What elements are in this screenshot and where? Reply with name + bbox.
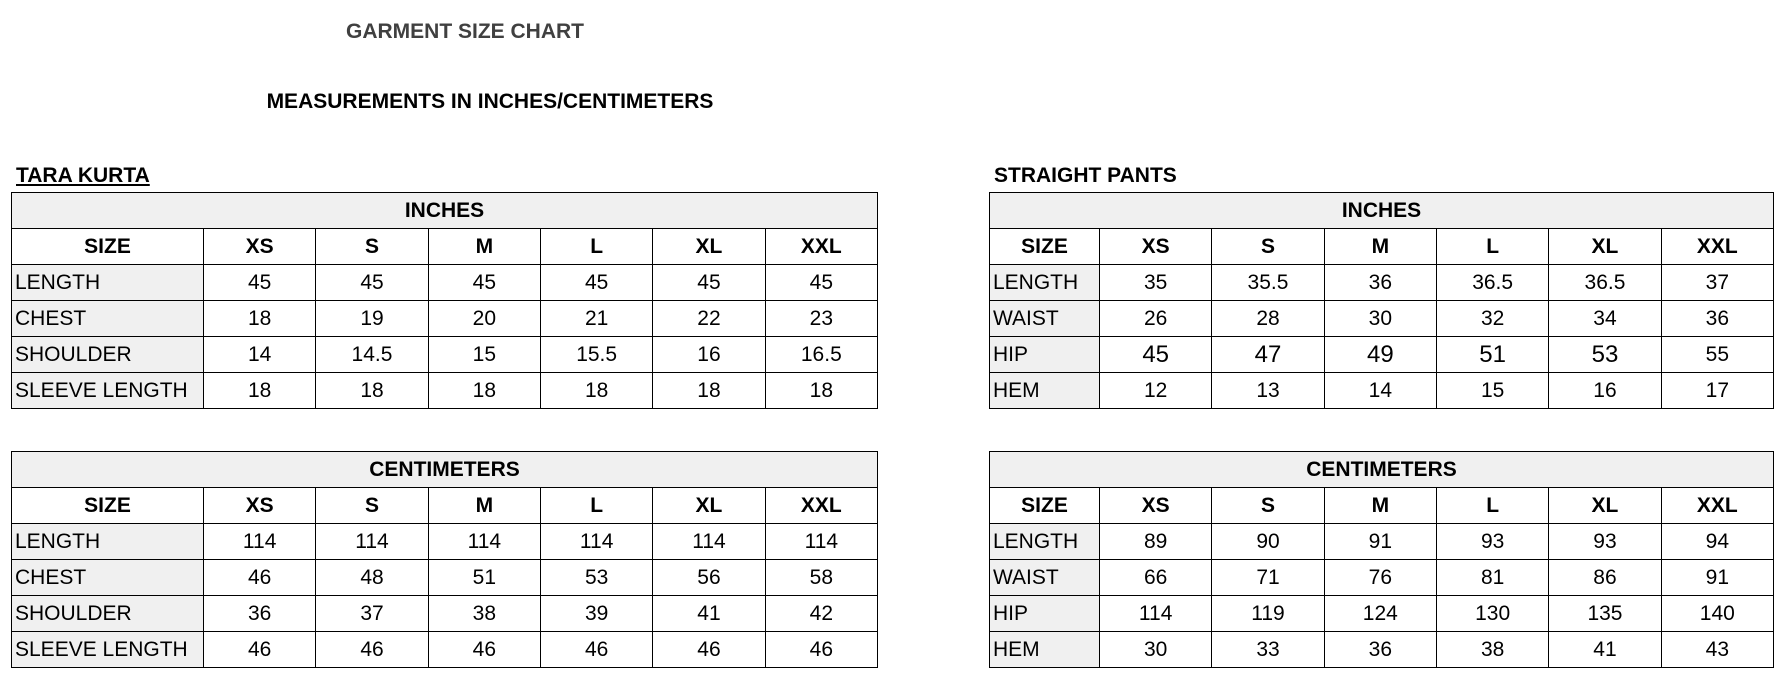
size-m-header: M bbox=[428, 488, 540, 524]
table-cell: 14 bbox=[1324, 373, 1436, 409]
row-label: LENGTH bbox=[990, 265, 1100, 301]
row-label: CHEST bbox=[12, 301, 204, 337]
size-s-header: S bbox=[316, 488, 428, 524]
table-cell: 17 bbox=[1661, 373, 1773, 409]
table-row bbox=[12, 560, 878, 596]
table-cell: 114 bbox=[1100, 596, 1212, 632]
table-row bbox=[990, 524, 1774, 560]
table-cell: 38 bbox=[428, 596, 540, 632]
table-cell: 20 bbox=[428, 301, 540, 337]
table-cell: 45 bbox=[316, 265, 428, 301]
table-row bbox=[12, 632, 878, 668]
table-cell: 41 bbox=[1549, 632, 1661, 668]
table-cell: 30 bbox=[1324, 301, 1436, 337]
size-xxl-header: XXL bbox=[765, 488, 877, 524]
table-cell: 46 bbox=[204, 560, 316, 596]
unit-header-row bbox=[12, 452, 878, 488]
size-xs-header: XS bbox=[204, 229, 316, 265]
kurta-section-title: TARA KURTA bbox=[16, 164, 150, 187]
row-label: HEM bbox=[990, 373, 1100, 409]
size-column-header: SIZE bbox=[990, 488, 1100, 524]
table-row bbox=[990, 301, 1774, 337]
size-xl-header: XL bbox=[1549, 488, 1661, 524]
table-cell: 114 bbox=[204, 524, 316, 560]
table-cell: 58 bbox=[765, 560, 877, 596]
table-cell: 39 bbox=[540, 596, 652, 632]
table-cell: 16 bbox=[1549, 373, 1661, 409]
table-cell: 15 bbox=[428, 337, 540, 373]
table-cell: 14 bbox=[204, 337, 316, 373]
table-row bbox=[12, 265, 878, 301]
table-row bbox=[12, 373, 878, 409]
table-cell: 46 bbox=[428, 632, 540, 668]
size-header-row bbox=[12, 229, 878, 265]
table-cell: 49 bbox=[1324, 337, 1436, 373]
row-label: WAIST bbox=[990, 301, 1100, 337]
row-label: SHOULDER bbox=[12, 596, 204, 632]
table-cell: 21 bbox=[540, 301, 652, 337]
table-cell: 119 bbox=[1212, 596, 1324, 632]
table-cell: 89 bbox=[1100, 524, 1212, 560]
unit-label: INCHES bbox=[990, 193, 1774, 229]
table-cell: 43 bbox=[1661, 632, 1773, 668]
table-cell: 19 bbox=[316, 301, 428, 337]
table-row bbox=[990, 337, 1774, 373]
unit-label: INCHES bbox=[12, 193, 878, 229]
table-cell: 46 bbox=[540, 632, 652, 668]
table-row bbox=[12, 301, 878, 337]
size-header-row bbox=[12, 488, 878, 524]
row-label: CHEST bbox=[12, 560, 204, 596]
size-l-header: L bbox=[540, 229, 652, 265]
table-row bbox=[12, 596, 878, 632]
pants-centimeters-table bbox=[989, 451, 1774, 668]
table-cell: 45 bbox=[204, 265, 316, 301]
table-cell: 34 bbox=[1549, 301, 1661, 337]
table-cell: 56 bbox=[653, 560, 765, 596]
table-cell: 16.5 bbox=[765, 337, 877, 373]
size-m-header: M bbox=[1324, 488, 1436, 524]
unit-label: CENTIMETERS bbox=[990, 452, 1774, 488]
kurta-inches-table bbox=[11, 192, 878, 409]
row-label: SHOULDER bbox=[12, 337, 204, 373]
row-label: LENGTH bbox=[990, 524, 1100, 560]
table-row bbox=[990, 265, 1774, 301]
table-cell: 46 bbox=[653, 632, 765, 668]
table-cell: 51 bbox=[428, 560, 540, 596]
table-cell: 86 bbox=[1549, 560, 1661, 596]
table-cell: 53 bbox=[1549, 337, 1661, 373]
table-cell: 22 bbox=[653, 301, 765, 337]
row-label: HIP bbox=[990, 337, 1100, 373]
table-cell: 12 bbox=[1100, 373, 1212, 409]
size-s-header: S bbox=[316, 229, 428, 265]
table-cell: 114 bbox=[765, 524, 877, 560]
row-label: HEM bbox=[990, 632, 1100, 668]
table-row bbox=[990, 632, 1774, 668]
table-row bbox=[990, 596, 1774, 632]
table-cell: 48 bbox=[316, 560, 428, 596]
row-label: SLEEVE LENGTH bbox=[12, 632, 204, 668]
table-cell: 93 bbox=[1549, 524, 1661, 560]
table-cell: 42 bbox=[765, 596, 877, 632]
table-cell: 135 bbox=[1549, 596, 1661, 632]
table-cell: 66 bbox=[1100, 560, 1212, 596]
table-cell: 18 bbox=[765, 373, 877, 409]
size-xs-header: XS bbox=[1100, 488, 1212, 524]
table-cell: 18 bbox=[428, 373, 540, 409]
size-xl-header: XL bbox=[1549, 229, 1661, 265]
size-l-header: L bbox=[1436, 229, 1548, 265]
pants-section-title: STRAIGHT PANTS bbox=[994, 164, 1177, 187]
table-cell: 30 bbox=[1100, 632, 1212, 668]
table-cell: 36 bbox=[1661, 301, 1773, 337]
table-cell: 81 bbox=[1436, 560, 1548, 596]
table-cell: 45 bbox=[765, 265, 877, 301]
row-label: HIP bbox=[990, 596, 1100, 632]
table-cell: 36.5 bbox=[1549, 265, 1661, 301]
table-cell: 14.5 bbox=[316, 337, 428, 373]
table-cell: 114 bbox=[428, 524, 540, 560]
table-row bbox=[12, 337, 878, 373]
table-cell: 91 bbox=[1661, 560, 1773, 596]
row-label: WAIST bbox=[990, 560, 1100, 596]
row-label: SLEEVE LENGTH bbox=[12, 373, 204, 409]
table-row bbox=[990, 373, 1774, 409]
size-xs-header: XS bbox=[1100, 229, 1212, 265]
table-cell: 33 bbox=[1212, 632, 1324, 668]
table-cell: 36 bbox=[1324, 265, 1436, 301]
table-cell: 45 bbox=[540, 265, 652, 301]
table-cell: 46 bbox=[204, 632, 316, 668]
table-cell: 32 bbox=[1436, 301, 1548, 337]
size-xl-header: XL bbox=[653, 229, 765, 265]
size-column-header: SIZE bbox=[12, 488, 204, 524]
table-cell: 15.5 bbox=[540, 337, 652, 373]
table-cell: 91 bbox=[1324, 524, 1436, 560]
kurta-centimeters-table bbox=[11, 451, 878, 668]
table-cell: 18 bbox=[540, 373, 652, 409]
size-xxl-header: XXL bbox=[765, 229, 877, 265]
table-cell: 93 bbox=[1436, 524, 1548, 560]
table-cell: 18 bbox=[316, 373, 428, 409]
row-label: LENGTH bbox=[12, 265, 204, 301]
size-xxl-header: XXL bbox=[1661, 229, 1773, 265]
table-cell: 90 bbox=[1212, 524, 1324, 560]
size-header-row bbox=[990, 488, 1774, 524]
size-m-header: M bbox=[1324, 229, 1436, 265]
size-s-header: S bbox=[1212, 229, 1324, 265]
table-cell: 45 bbox=[428, 265, 540, 301]
size-xs-header: XS bbox=[204, 488, 316, 524]
table-cell: 51 bbox=[1436, 337, 1548, 373]
table-cell: 36 bbox=[204, 596, 316, 632]
table-cell: 13 bbox=[1212, 373, 1324, 409]
table-cell: 114 bbox=[653, 524, 765, 560]
table-cell: 36 bbox=[1324, 632, 1436, 668]
table-cell: 45 bbox=[653, 265, 765, 301]
table-cell: 26 bbox=[1100, 301, 1212, 337]
table-cell: 114 bbox=[316, 524, 428, 560]
table-cell: 46 bbox=[316, 632, 428, 668]
table-cell: 15 bbox=[1436, 373, 1548, 409]
page-subtitle: MEASUREMENTS IN INCHES/CENTIMETERS bbox=[266, 90, 714, 113]
table-cell: 124 bbox=[1324, 596, 1436, 632]
table-cell: 53 bbox=[540, 560, 652, 596]
size-column-header: SIZE bbox=[12, 229, 204, 265]
table-cell: 37 bbox=[1661, 265, 1773, 301]
row-label: LENGTH bbox=[12, 524, 204, 560]
table-cell: 23 bbox=[765, 301, 877, 337]
table-cell: 18 bbox=[204, 301, 316, 337]
size-xxl-header: XXL bbox=[1661, 488, 1773, 524]
table-cell: 45 bbox=[1100, 337, 1212, 373]
table-cell: 16 bbox=[653, 337, 765, 373]
table-row bbox=[12, 524, 878, 560]
size-s-header: S bbox=[1212, 488, 1324, 524]
table-cell: 38 bbox=[1436, 632, 1548, 668]
table-cell: 18 bbox=[653, 373, 765, 409]
size-l-header: L bbox=[1436, 488, 1548, 524]
table-cell: 41 bbox=[653, 596, 765, 632]
table-row bbox=[990, 560, 1774, 596]
unit-header-row bbox=[990, 193, 1774, 229]
table-cell: 35 bbox=[1100, 265, 1212, 301]
table-cell: 130 bbox=[1436, 596, 1548, 632]
size-column-header: SIZE bbox=[990, 229, 1100, 265]
size-xl-header: XL bbox=[653, 488, 765, 524]
table-cell: 18 bbox=[204, 373, 316, 409]
table-cell: 114 bbox=[540, 524, 652, 560]
size-l-header: L bbox=[540, 488, 652, 524]
table-cell: 94 bbox=[1661, 524, 1773, 560]
table-cell: 140 bbox=[1661, 596, 1773, 632]
table-cell: 37 bbox=[316, 596, 428, 632]
table-cell: 55 bbox=[1661, 337, 1773, 373]
unit-label: CENTIMETERS bbox=[12, 452, 878, 488]
table-cell: 76 bbox=[1324, 560, 1436, 596]
table-cell: 35.5 bbox=[1212, 265, 1324, 301]
pants-inches-table bbox=[989, 192, 1774, 409]
table-cell: 47 bbox=[1212, 337, 1324, 373]
unit-header-row bbox=[990, 452, 1774, 488]
table-cell: 28 bbox=[1212, 301, 1324, 337]
table-cell: 36.5 bbox=[1436, 265, 1548, 301]
size-m-header: M bbox=[428, 229, 540, 265]
page-title: GARMENT SIZE CHART bbox=[346, 20, 584, 43]
unit-header-row bbox=[12, 193, 878, 229]
table-cell: 71 bbox=[1212, 560, 1324, 596]
size-header-row bbox=[990, 229, 1774, 265]
table-cell: 46 bbox=[765, 632, 877, 668]
